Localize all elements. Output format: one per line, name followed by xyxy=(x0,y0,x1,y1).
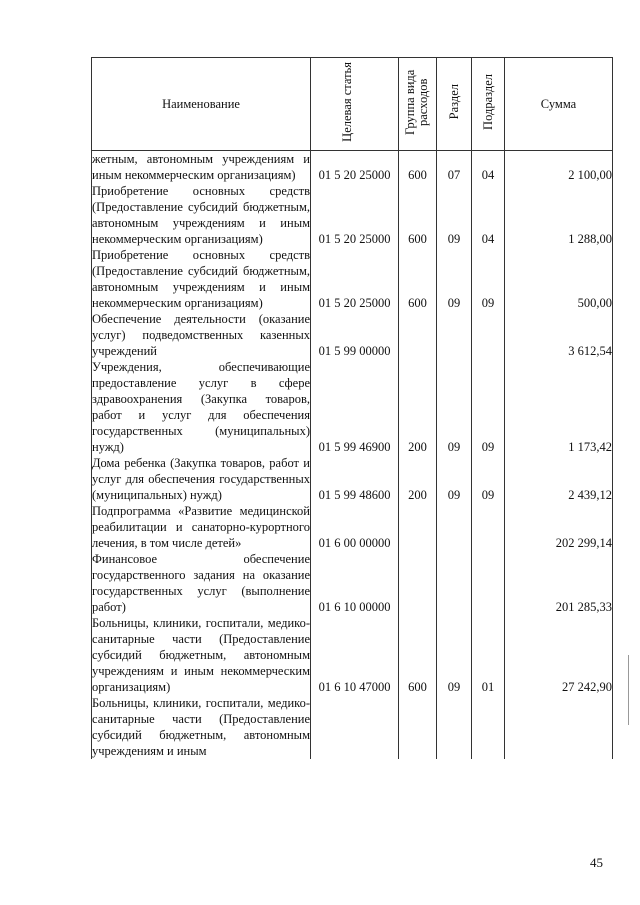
row-group xyxy=(399,695,437,759)
row-section: 07 xyxy=(437,151,472,184)
row-section xyxy=(437,503,472,551)
row-section xyxy=(437,695,472,759)
row-sum: 1 173,42 xyxy=(505,359,613,455)
row-sum xyxy=(505,695,613,759)
row-group xyxy=(399,311,437,359)
table-row xyxy=(92,455,613,503)
table-row xyxy=(92,311,613,359)
table-row xyxy=(92,359,613,455)
table-row xyxy=(92,615,613,695)
table-row xyxy=(92,151,613,184)
row-name: Финансовое обеспечение государственного задания на оказание государственных услуг (выполнение работ) xyxy=(92,552,310,614)
row-subsection xyxy=(472,551,505,615)
header-target: Целевая статья xyxy=(311,58,399,151)
row-name: Приобретение основных средств (Предоставление субсидий бюджетным, автономным учреждениям и иным некоммерческим организациям) xyxy=(92,184,310,246)
header-name: Наименование xyxy=(92,58,311,151)
row-name: Обеспечение деятельности (оказание услуг) подведомственных казенных учреждений xyxy=(92,312,310,358)
row-section xyxy=(437,311,472,359)
row-name: Приобретение основных средств (Предоставление субсидий бюджетным, автономным учреждениям и иным некоммерческим организациям) xyxy=(92,248,310,310)
row-subsection xyxy=(472,311,505,359)
row-subsection: 04 xyxy=(472,183,505,247)
row-target: 01 6 10 47000 xyxy=(311,615,399,695)
row-sum: 3 612,54 xyxy=(505,311,613,359)
row-name: Подпрограмма «Развитие медицинской реабилитации и санаторно-курортного лечения, в том числе детей» xyxy=(92,504,310,550)
row-group xyxy=(399,551,437,615)
row-name: Дома ребенка (Закупка товаров, работ и услуг для обеспечения государственных (муниципальных) нужд) xyxy=(92,456,310,502)
table-header-row xyxy=(92,58,613,151)
row-subsection: 09 xyxy=(472,247,505,311)
row-sum: 201 285,33 xyxy=(505,551,613,615)
row-section: 09 xyxy=(437,183,472,247)
row-name: Больницы, клиники, госпитали, медико-санитарные части (Предоставление субсидий бюджетным, автономным учреждениям и иным некоммерческим организациям) xyxy=(92,616,310,694)
row-group: 600 xyxy=(399,183,437,247)
row-group: 200 xyxy=(399,455,437,503)
row-group xyxy=(399,503,437,551)
row-subsection xyxy=(472,695,505,759)
row-target: 01 5 20 25000 xyxy=(311,183,399,247)
header-subsection: Подраздел xyxy=(472,58,505,151)
row-target: 01 5 99 46900 xyxy=(311,359,399,455)
row-target: 01 6 00 00000 xyxy=(311,503,399,551)
table-row xyxy=(92,247,613,311)
header-sum: Сумма xyxy=(505,58,613,151)
row-group: 200 xyxy=(399,359,437,455)
row-sum: 27 242,90 xyxy=(505,615,613,695)
row-target: 01 5 20 25000 xyxy=(311,151,399,184)
row-target: 01 5 99 00000 xyxy=(311,311,399,359)
row-target: 01 5 20 25000 xyxy=(311,247,399,311)
row-subsection: 09 xyxy=(472,359,505,455)
table-row xyxy=(92,695,613,759)
row-section: 09 xyxy=(437,247,472,311)
row-target: 01 6 10 00000 xyxy=(311,551,399,615)
row-target: 01 5 99 48600 xyxy=(311,455,399,503)
row-section: 09 xyxy=(437,615,472,695)
budget-table xyxy=(91,57,613,759)
table-row xyxy=(92,183,613,247)
row-sum: 1 288,00 xyxy=(505,183,613,247)
row-name: Больницы, клиники, госпитали, медико-санитарные части (Предоставление субсидий бюджетным, автономным учреждениям и иным xyxy=(92,696,310,758)
row-subsection: 04 xyxy=(472,151,505,184)
row-group: 600 xyxy=(399,151,437,184)
row-section: 09 xyxy=(437,359,472,455)
row-subsection: 01 xyxy=(472,615,505,695)
table-row xyxy=(92,551,613,615)
page-number: 45 xyxy=(590,855,603,870)
row-group: 600 xyxy=(399,615,437,695)
row-sum: 2 439,12 xyxy=(505,455,613,503)
header-group: Группа вида расходов xyxy=(399,58,437,151)
row-subsection: 09 xyxy=(472,455,505,503)
row-sum: 2 100,00 xyxy=(505,151,613,184)
row-section xyxy=(437,551,472,615)
row-sum: 202 299,14 xyxy=(505,503,613,551)
row-subsection xyxy=(472,503,505,551)
header-section: Раздел xyxy=(437,58,472,151)
row-name: жетным, автономным учреждениям и иным некоммерческим организациям) xyxy=(92,152,310,182)
row-target xyxy=(311,695,399,759)
row-name: Учреждения, обеспечивающие предоставление услуг в сфере здравоохранения (Закупка товаров, работ и услуг для обеспечения государственных (муниципальных) нужд) xyxy=(92,360,310,454)
row-group: 600 xyxy=(399,247,437,311)
row-sum: 500,00 xyxy=(505,247,613,311)
row-section: 09 xyxy=(437,455,472,503)
margin-divider xyxy=(628,655,629,725)
table-row xyxy=(92,503,613,551)
